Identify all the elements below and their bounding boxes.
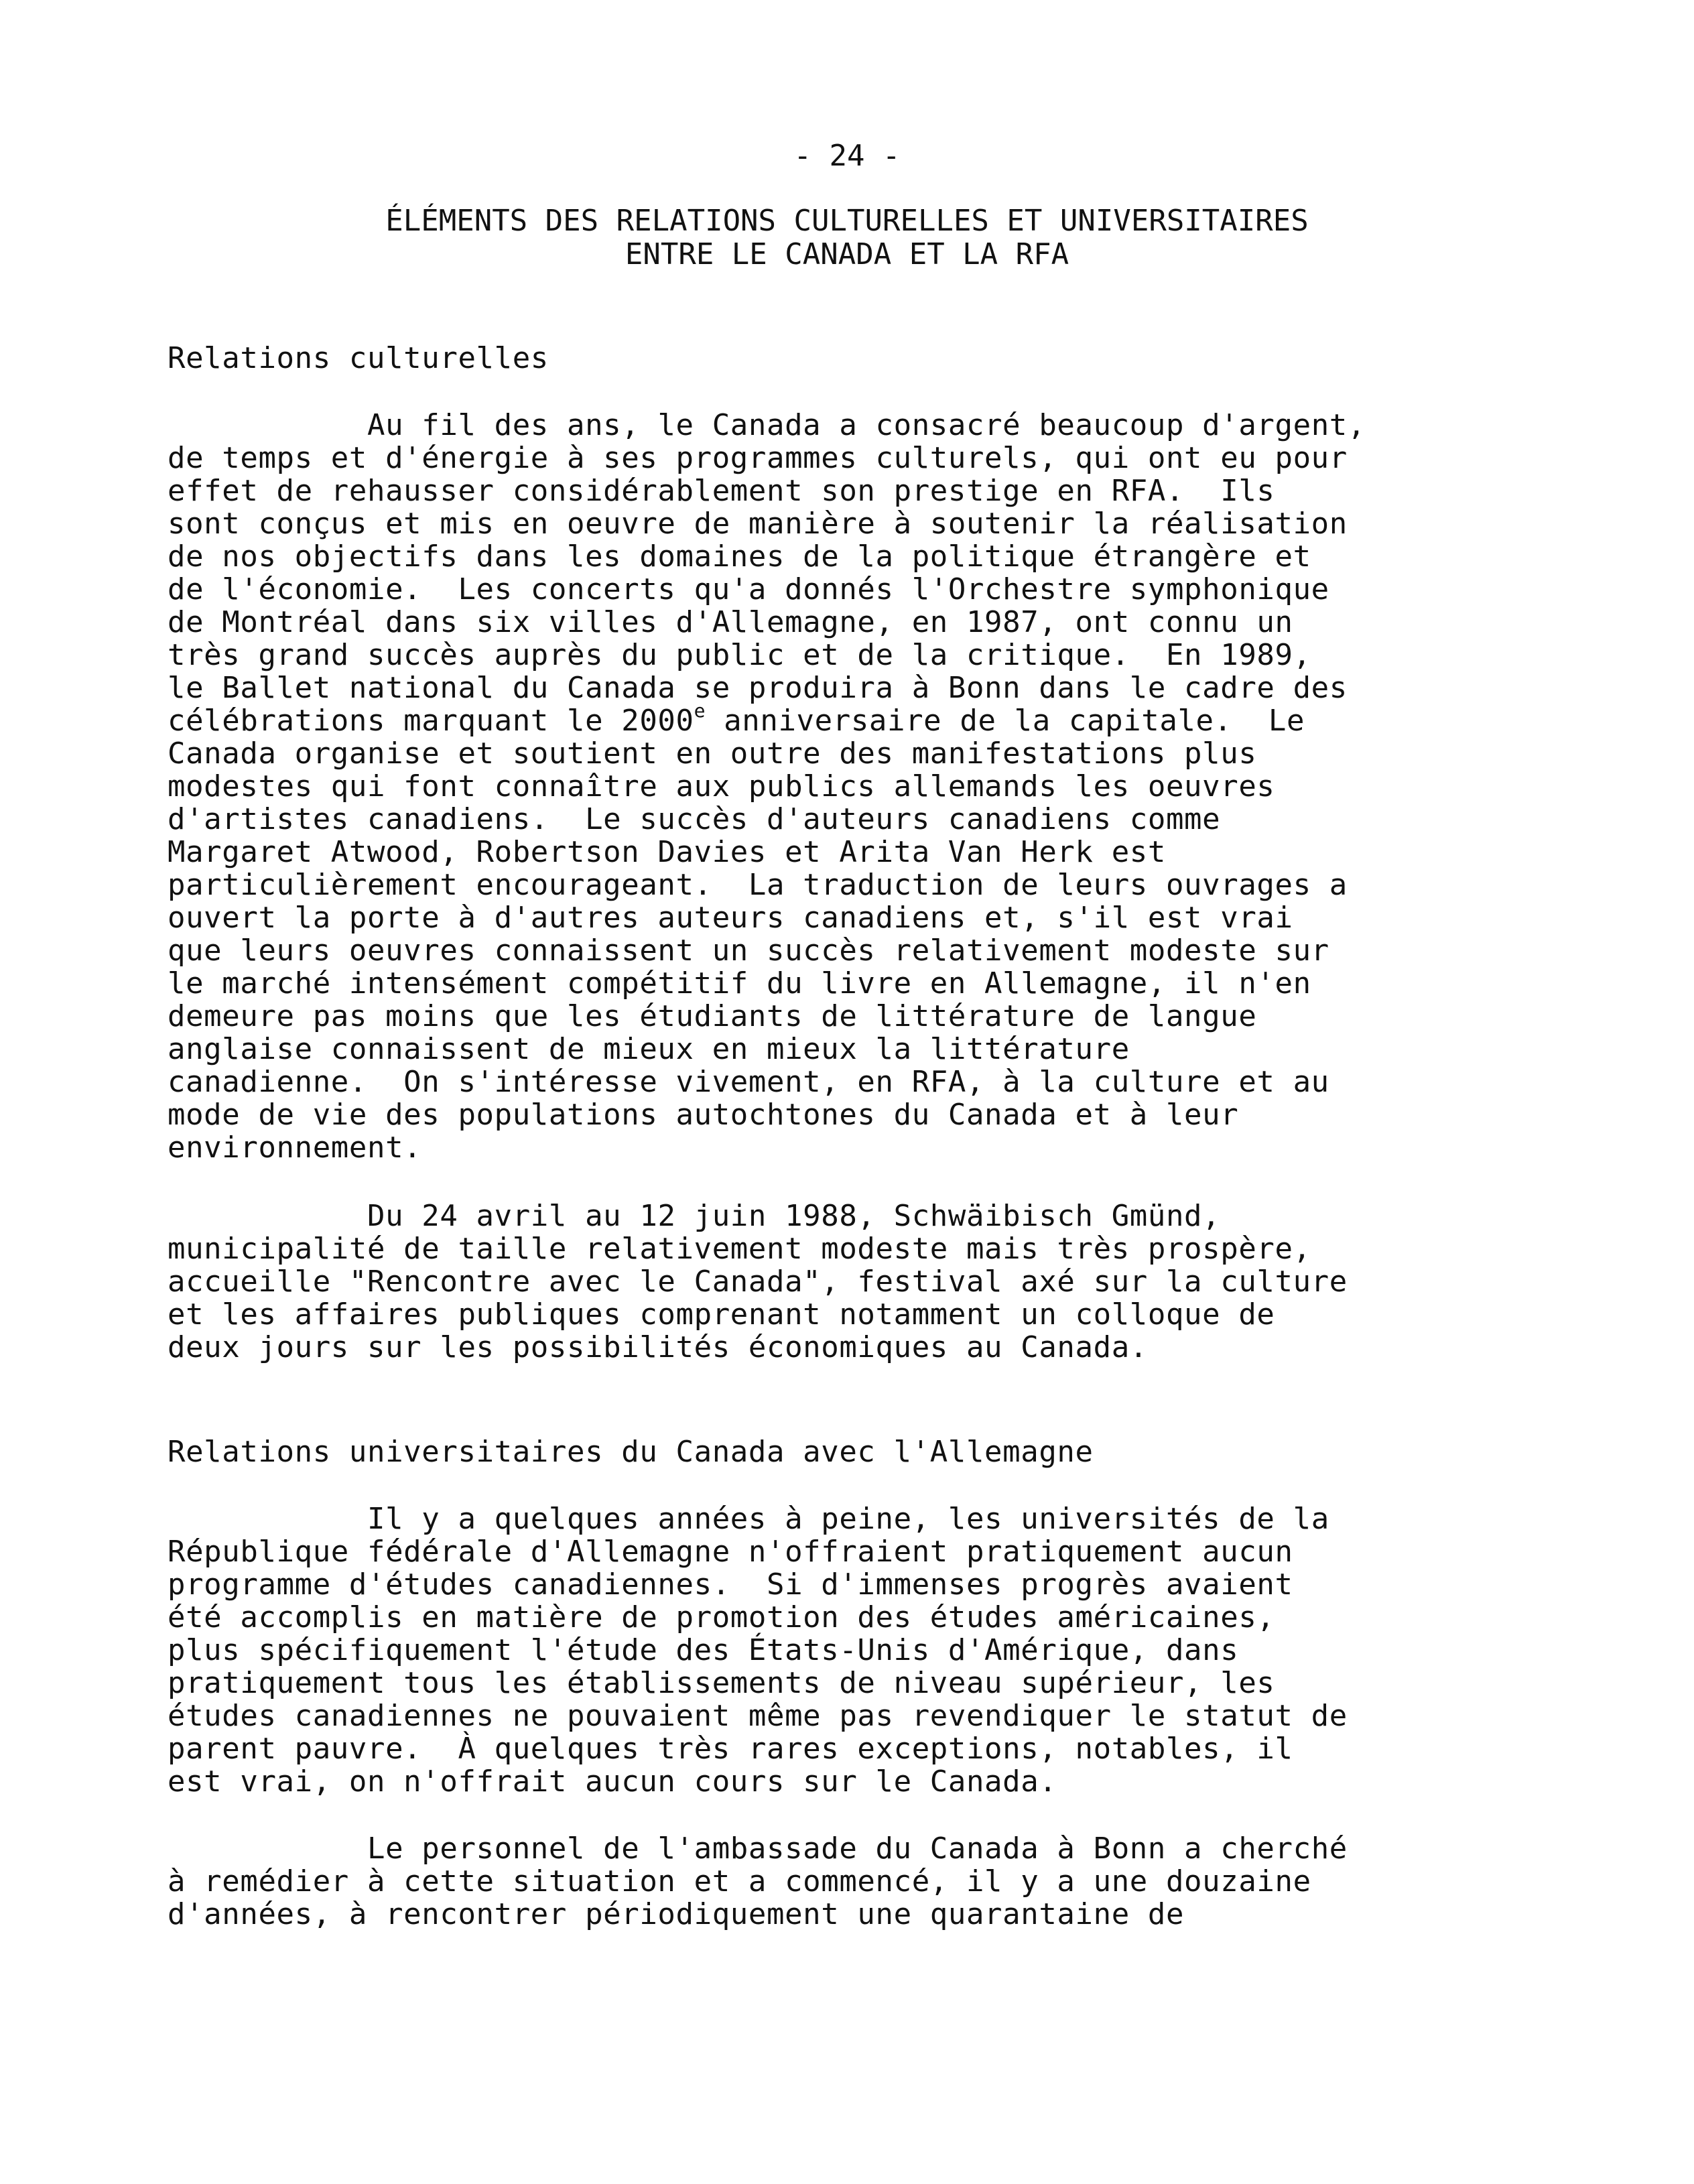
paragraph-line: le marché intensément compétitif du livre en Allemagne, il n'en xyxy=(168,966,1311,1001)
paragraph-line: de l'économie. Les concerts qu'a donnés l'Orchestre symphonique xyxy=(168,572,1329,606)
page-number: - 24 - xyxy=(793,139,901,173)
paragraph-line: Le personnel de l'ambassade du Canada à Bonn a cherché xyxy=(367,1832,1348,1866)
paragraph-line: d'artistes canadiens. Le succès d'auteurs canadiens comme xyxy=(168,802,1221,836)
paragraph-line: à remédier à cette situation et a commencé, il y a une douzaine xyxy=(168,1864,1311,1899)
paragraph-line: et les affaires publiques comprenant notamment un colloque de xyxy=(168,1297,1275,1332)
title-line-1: ÉLÉMENTS DES RELATIONS CULTURELLES ET UNIVERSITAIRES xyxy=(385,204,1309,238)
paragraph-line: pratiquement tous les établissements de niveau supérieur, les xyxy=(168,1666,1275,1700)
paragraph-line: est vrai, on n'offrait aucun cours sur le Canada. xyxy=(168,1764,1057,1799)
paragraph-line: canadienne. On s'intéresse vivement, en RFA, à la culture et au xyxy=(168,1065,1329,1099)
paragraph-line: demeure pas moins que les étudiants de littérature de langue xyxy=(168,999,1257,1033)
paragraph-line: le Ballet national du Canada se produira à Bonn dans le cadre des xyxy=(168,671,1348,705)
line-text: anniversaire de la capitale. Le xyxy=(706,704,1305,738)
paragraph-line-with-superscript xyxy=(168,700,1305,738)
paragraph-line: plus spécifiquement l'étude des États-Unis d'Amérique, dans xyxy=(168,1633,1239,1667)
paragraph-line: de Montréal dans six villes d'Allemagne, en 1987, ont connu un xyxy=(168,605,1293,639)
section-heading-university-relations: Relations universitaires du Canada avec l'Allemagne xyxy=(168,1435,1094,1469)
paragraph-line: effet de rehausser considérablement son prestige en RFA. Ils xyxy=(168,474,1275,508)
paragraph-line: modestes qui font connaître aux publics allemands les oeuvres xyxy=(168,769,1275,804)
paragraph-line: parent pauvre. À quelques très rares exceptions, notables, il xyxy=(168,1732,1293,1766)
paragraph-line: Il y a quelques années à peine, les universités de la xyxy=(367,1502,1329,1536)
document-title xyxy=(0,204,1694,271)
paragraph-line: municipalité de taille relativement modeste mais très prospère, xyxy=(168,1232,1311,1266)
paragraph-line: que leurs oeuvres connaissent un succès relativement modeste sur xyxy=(168,934,1329,968)
paragraph-line: ouvert la porte à d'autres auteurs canadiens et, s'il est vrai xyxy=(168,901,1293,935)
paragraph-line: sont conçus et mis en oeuvre de manière à soutenir la réalisation xyxy=(168,507,1348,541)
paragraph-line: études canadiennes ne pouvaient même pas revendiquer le statut de xyxy=(168,1699,1348,1733)
paragraph-line: de nos objectifs dans les domaines de la politique étrangère et xyxy=(168,539,1311,574)
title-line-2: ENTRE LE CANADA ET LA RFA xyxy=(625,237,1069,271)
paragraph-line: anglaise connaissent de mieux en mieux la littérature xyxy=(168,1032,1130,1066)
section-heading-cultural-relations: Relations culturelles xyxy=(168,341,549,375)
ordinal-superscript: e xyxy=(694,700,706,722)
paragraph-line: très grand succès auprès du public et de la critique. En 1989, xyxy=(168,638,1311,672)
paragraph-line: deux jours sur les possibilités économiques au Canada. xyxy=(168,1330,1148,1364)
line-text: célébrations marquant le 2000 xyxy=(168,704,694,738)
paragraph-line: particulièrement encourageant. La traduction de leurs ouvrages a xyxy=(168,868,1348,902)
paragraph-line: de temps et d'énergie à ses programmes culturels, qui ont eu pour xyxy=(168,441,1348,475)
paragraph-line: Du 24 avril au 12 juin 1988, Schwäibisch Gmünd, xyxy=(367,1199,1221,1233)
paragraph-line: mode de vie des populations autochtones du Canada et à leur xyxy=(168,1098,1239,1132)
paragraph-line: d'années, à rencontrer périodiquement une quarantaine de xyxy=(168,1897,1185,1931)
paragraph-line: Margaret Atwood, Robertson Davies et Arita Van Herk est xyxy=(168,835,1166,869)
paragraph-line: accueille "Rencontre avec le Canada", festival axé sur la culture xyxy=(168,1265,1348,1299)
paragraph-line: Au fil des ans, le Canada a consacré beaucoup d'argent, xyxy=(367,408,1366,442)
paragraph-line: environnement. xyxy=(168,1131,422,1165)
paragraph-line: été accomplis en matière de promotion des études américaines, xyxy=(168,1600,1275,1634)
paragraph-line: République fédérale d'Allemagne n'offraient pratiquement aucun xyxy=(168,1535,1293,1569)
paragraph-line: Canada organise et soutient en outre des manifestations plus xyxy=(168,736,1257,771)
paragraph-line: programme d'études canadiennes. Si d'immenses progrès avaient xyxy=(168,1567,1293,1602)
